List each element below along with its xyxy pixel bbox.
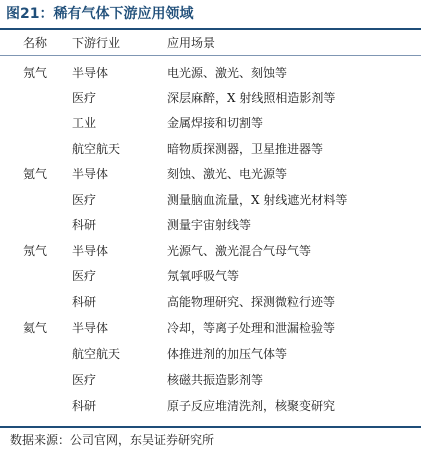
table-row — [0, 367, 421, 393]
table-row — [0, 136, 421, 162]
cell-application: 暗物质探测器，卫星推进器等 — [167, 142, 324, 156]
cell-application: 原子反应堆清洗剂，核聚变研究 — [167, 399, 336, 413]
table-row — [0, 187, 421, 213]
cell-industry: 航空航天 — [72, 142, 121, 156]
cell-industry: 科研 — [72, 399, 97, 413]
cell-industry: 医疗 — [72, 91, 97, 105]
cell-application: 刻蚀、激光、电光源等 — [167, 167, 288, 181]
source-note: 数据来源：公司官网，东吴证券研究所 — [10, 433, 215, 447]
header-industry: 下游行业 — [72, 36, 121, 50]
header-application: 应用场景 — [167, 36, 216, 50]
table-row — [0, 315, 421, 341]
cell-application: 核磁共振造影剂等 — [167, 373, 264, 387]
cell-industry: 半导体 — [72, 321, 109, 335]
cell-industry: 工业 — [72, 116, 97, 130]
cell-application: 深层麻醉，X 射线照相造影剂等 — [167, 91, 336, 105]
table-row — [0, 238, 421, 264]
cell-gas: 氦气 — [23, 321, 48, 335]
cell-gas: 氖气 — [23, 244, 48, 258]
cell-application: 高能物理研究、探测微粒行迹等 — [167, 295, 336, 309]
table-row — [0, 110, 421, 136]
cell-gas: 氖气 — [23, 66, 48, 80]
cell-application: 测量脑血流量，X 射线遮光材料等 — [167, 193, 348, 207]
table-row — [0, 289, 421, 315]
cell-application: 体推进剂的加压气体等 — [167, 347, 288, 361]
table-row — [0, 212, 421, 238]
figure-title: 图21：稀有气体下游应用领域 — [6, 6, 194, 22]
cell-industry: 航空航天 — [72, 347, 121, 361]
table-row — [0, 161, 421, 187]
table-row — [0, 341, 421, 367]
cell-industry: 医疗 — [72, 193, 97, 207]
table-row — [0, 393, 421, 419]
header-gas: 名称 — [23, 36, 48, 50]
table-row — [0, 263, 421, 289]
cell-industry: 医疗 — [72, 373, 97, 387]
cell-application: 氖氧呼吸气等 — [167, 269, 240, 283]
cell-industry: 半导体 — [72, 244, 109, 258]
cell-application: 冷却，等离子处理和泄漏检验等 — [167, 321, 336, 335]
table-header — [0, 30, 421, 56]
cell-application: 光源气、激光混合气母气等 — [167, 244, 312, 258]
table-row — [0, 60, 421, 86]
cell-industry: 半导体 — [72, 66, 109, 80]
cell-industry: 医疗 — [72, 269, 97, 283]
cell-industry: 科研 — [72, 295, 97, 309]
header-rule — [0, 55, 421, 56]
cell-industry: 科研 — [72, 218, 97, 232]
cell-application: 电光源、激光、刻蚀等 — [167, 66, 288, 80]
cell-industry: 半导体 — [72, 167, 109, 181]
cell-gas: 氪气 — [23, 167, 48, 181]
cell-application: 金属焊接和切割等 — [167, 116, 264, 130]
cell-application: 测量宇宙射线等 — [167, 218, 252, 232]
table-row — [0, 85, 421, 111]
